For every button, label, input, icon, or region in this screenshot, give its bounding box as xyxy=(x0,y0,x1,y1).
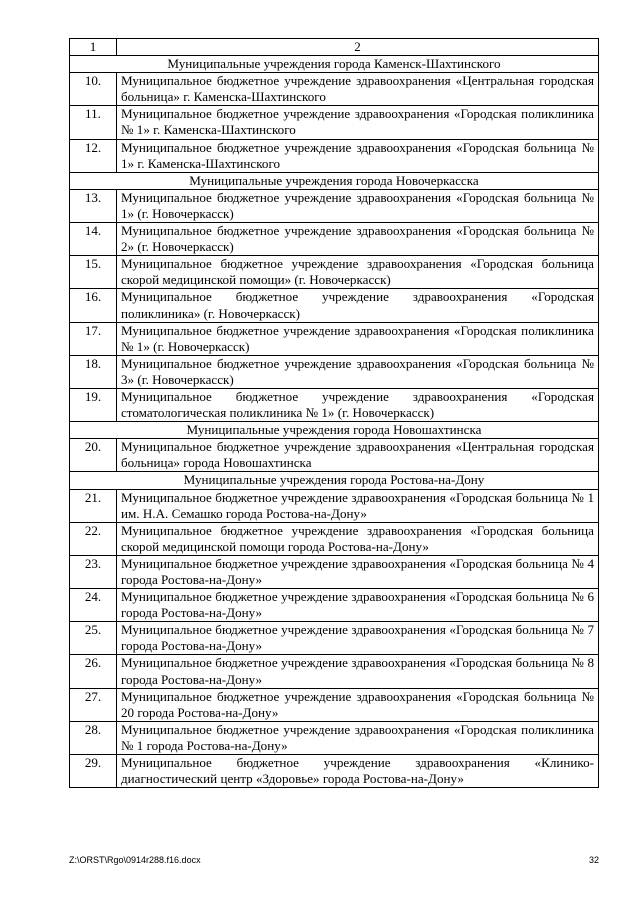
institution-name: Муниципальное бюджетное учреждение здравоохранения «Городская больница № 1» г. Каменска-Шахтинского xyxy=(117,139,599,172)
institution-name: Муниципальное бюджетное учреждение здравоохранения «Городская стоматологическая поликлиника № 1» (г. Новочеркасск) xyxy=(117,388,599,421)
row-number: 15. xyxy=(70,256,117,289)
institution-name: Муниципальное бюджетное учреждение здравоохранения «Городская больница скорой медицинской помощи города Ростова-на-Дону» xyxy=(117,522,599,555)
institution-name: Муниципальное бюджетное учреждение здравоохранения «Городская больница № 6 города Ростова-на-Дону» xyxy=(117,589,599,622)
table-row xyxy=(70,688,599,721)
table-row xyxy=(70,439,599,472)
section-title: Муниципальные учреждения города Новочеркасска xyxy=(70,172,599,189)
row-number: 14. xyxy=(70,223,117,256)
row-number: 17. xyxy=(70,322,117,355)
institution-name: Муниципальное бюджетное учреждение здравоохранения «Городская больница скорой медицинской помощи» (г. Новочеркасск) xyxy=(117,256,599,289)
row-number: 22. xyxy=(70,522,117,555)
table-row xyxy=(70,755,599,788)
table-row xyxy=(70,256,599,289)
row-number: 10. xyxy=(70,73,117,106)
row-number: 23. xyxy=(70,555,117,588)
table-row xyxy=(70,522,599,555)
table-header-row xyxy=(70,39,599,56)
table-row xyxy=(70,355,599,388)
institution-name: Муниципальное бюджетное учреждение здравоохранения «Центральная городская больница» г. Каменска-Шахтинского xyxy=(117,73,599,106)
institution-name: Муниципальное бюджетное учреждение здравоохранения «Городская больница № 8 города Ростова-на-Дону» xyxy=(117,655,599,688)
row-number: 26. xyxy=(70,655,117,688)
institution-name: Муниципальное бюджетное учреждение здравоохранения «Городская поликлиника № 1» г. Каменска-Шахтинского xyxy=(117,106,599,139)
row-number: 29. xyxy=(70,755,117,788)
table-row xyxy=(70,289,599,322)
institution-name: Муниципальное бюджетное учреждение здравоохранения «Городская поликлиника» (г. Новочеркасск) xyxy=(117,289,599,322)
row-number: 12. xyxy=(70,139,117,172)
section-title: Муниципальные учреждения города Новошахтинска xyxy=(70,422,599,439)
table-row xyxy=(70,189,599,222)
table-row xyxy=(70,655,599,688)
institution-name: Муниципальное бюджетное учреждение здравоохранения «Городская больница № 20 города Ростова-на-Дону» xyxy=(117,688,599,721)
table-row xyxy=(70,139,599,172)
table-row xyxy=(70,589,599,622)
institution-name: Муниципальное бюджетное учреждение здравоохранения «Городская поликлиника № 1 города Ростова-на-Дону» xyxy=(117,721,599,754)
row-number: 24. xyxy=(70,589,117,622)
section-header-row xyxy=(70,422,599,439)
institutions-table-body xyxy=(70,39,599,788)
institution-name: Муниципальное бюджетное учреждение здравоохранения «Городская больница № 2» (г. Новочеркасск) xyxy=(117,223,599,256)
row-number: 25. xyxy=(70,622,117,655)
table-row xyxy=(70,223,599,256)
section-title: Муниципальные учреждения города Каменск-Шахтинского xyxy=(70,56,599,73)
section-header-row xyxy=(70,56,599,73)
section-title: Муниципальные учреждения города Ростова-на-Дону xyxy=(70,472,599,489)
table-row xyxy=(70,322,599,355)
institution-name: Муниципальное бюджетное учреждение здравоохранения «Городская поликлиника № 1» (г. Новочеркасск) xyxy=(117,322,599,355)
table-row xyxy=(70,622,599,655)
table-row xyxy=(70,106,599,139)
row-number: 19. xyxy=(70,388,117,421)
row-number: 18. xyxy=(70,355,117,388)
header-col-name: 2 xyxy=(117,39,599,56)
section-header-row xyxy=(70,472,599,489)
row-number: 11. xyxy=(70,106,117,139)
institution-name: Муниципальное бюджетное учреждение здравоохранения «Городская больница № 1 им. Н.А. Семашко города Ростова-на-Дону» xyxy=(117,489,599,522)
row-number: 28. xyxy=(70,721,117,754)
institution-name: Муниципальное бюджетное учреждение здравоохранения «Городская больница № 7 города Ростова-на-Дону» xyxy=(117,622,599,655)
footer-file-path: Z:\ORST\Rgo\0914r288.f16.docx xyxy=(69,855,201,865)
table-row xyxy=(70,388,599,421)
table-row xyxy=(70,721,599,754)
table-row xyxy=(70,73,599,106)
header-col-number: 1 xyxy=(70,39,117,56)
section-header-row xyxy=(70,172,599,189)
row-number: 16. xyxy=(70,289,117,322)
table-row xyxy=(70,555,599,588)
institution-name: Муниципальное бюджетное учреждение здравоохранения «Городская больница № 1» (г. Новочеркасск) xyxy=(117,189,599,222)
institution-name: Муниципальное бюджетное учреждение здравоохранения «Городская больница № 3» (г. Новочеркасск) xyxy=(117,355,599,388)
institution-name: Муниципальное бюджетное учреждение здравоохранения «Клинико-диагностический центр «Здоровье» города Ростова-на-Дону» xyxy=(117,755,599,788)
row-number: 21. xyxy=(70,489,117,522)
institutions-table xyxy=(69,38,599,788)
row-number: 27. xyxy=(70,688,117,721)
institution-name: Муниципальное бюджетное учреждение здравоохранения «Центральная городская больница» города Новошахтинска xyxy=(117,439,599,472)
row-number: 13. xyxy=(70,189,117,222)
institution-name: Муниципальное бюджетное учреждение здравоохранения «Городская больница № 4 города Ростова-на-Дону» xyxy=(117,555,599,588)
footer-page-number: 32 xyxy=(588,855,599,865)
table-row xyxy=(70,489,599,522)
row-number: 20. xyxy=(70,439,117,472)
